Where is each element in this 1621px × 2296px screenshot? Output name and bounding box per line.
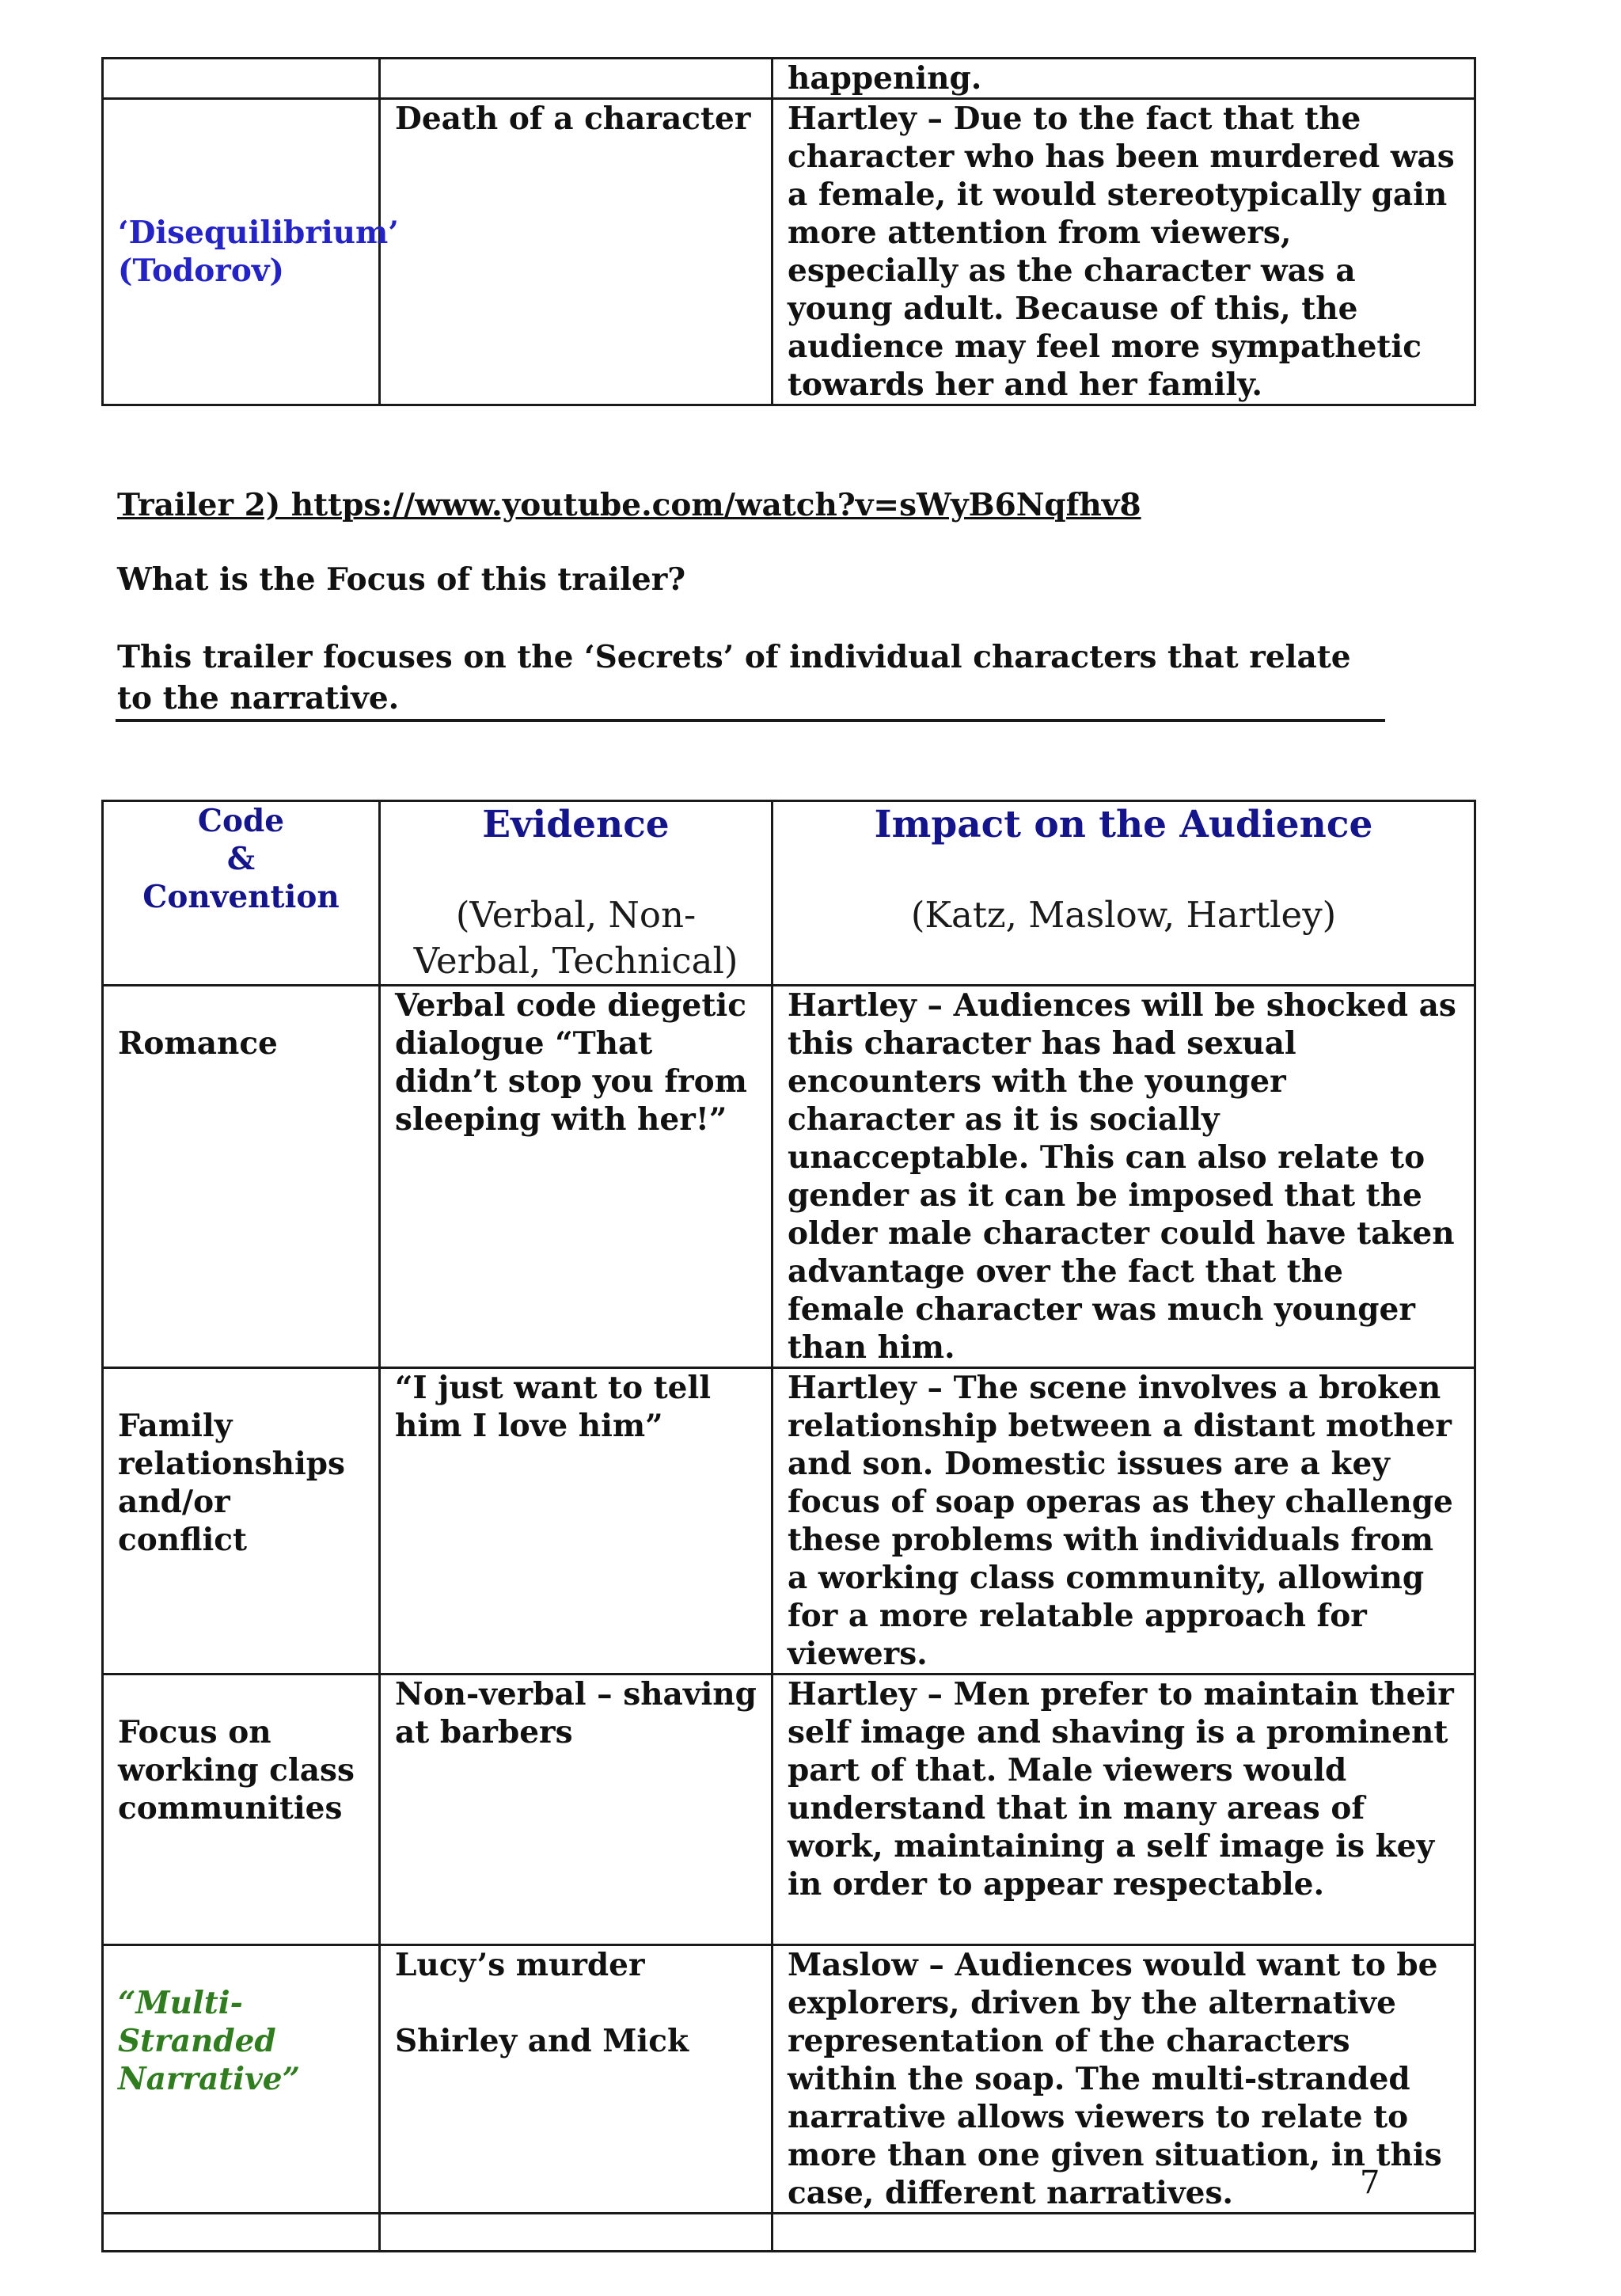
table-row (103, 986, 1475, 1368)
underline-rule (116, 719, 1385, 722)
header-impact (773, 801, 1475, 986)
table-row (103, 59, 1475, 99)
trailer-link-heading[interactable]: Trailer 2) https://www.youtube.com/watch?v=sWyB6Nqfhv8 (117, 487, 1141, 523)
table-header-row (103, 801, 1475, 986)
evidence-cell: Non-verbal – shaving at barbers (380, 1674, 773, 1945)
header-impact-subtitle: (Katz, Maslow, Hartley) (910, 894, 1337, 936)
focus-question: What is the Focus of this trailer? (117, 561, 686, 598)
code-cell (103, 2214, 380, 2252)
evidence-cell (380, 2214, 773, 2252)
table-row (103, 1368, 1475, 1674)
evidence-cell (380, 59, 773, 99)
impact-cell: Hartley – Due to the fact that the character who has been murdered was a female, it would stereotypically gain more attention from viewers, especially as the character was a young adult. Because of this, the audience may feel more sympathetic towards her and her family. (773, 99, 1475, 405)
code-cell: ‘Disequilibrium’ (Todorov) (103, 99, 380, 405)
header-evidence-title: Evidence (482, 803, 670, 846)
table-row (103, 1674, 1475, 1945)
impact-cell: happening. (773, 59, 1475, 99)
analysis-table-2 (101, 800, 1476, 2252)
code-label: “Multi-Stranded Narrative” (118, 1985, 301, 2097)
header-evidence-subtitle: (Verbal, Non-Verbal, Technical) (413, 894, 738, 982)
evidence-cell: Lucy’s murder Shirley and Mick (380, 1945, 773, 2214)
table-row (103, 1945, 1475, 2214)
table-row (103, 99, 1475, 405)
impact-cell: Maslow – Audiences would want to be explorers, driven by the alternative representation of the characters within the soap. The multi-stranded narrative allows viewers to relate to more than one given situation, in this case, different narratives. (773, 1945, 1475, 2214)
code-cell (103, 1368, 380, 1674)
code-cell (103, 1674, 380, 1945)
table-row (103, 2214, 1475, 2252)
evidence-cell: Verbal code diegetic dialogue “That didn’t stop you from sleeping with her!” (380, 986, 773, 1368)
evidence-cell: “I just want to tell him I love him” (380, 1368, 773, 1674)
header-impact-title: Impact on the Audience (874, 803, 1373, 846)
evidence-cell: Death of a character (380, 99, 773, 405)
impact-cell (773, 2214, 1475, 2252)
focus-answer: This trailer focuses on the ‘Secrets’ of individual characters that relate to the narrative. (117, 639, 1351, 717)
code-cell (103, 986, 380, 1368)
impact-cell: Hartley – Audiences will be shocked as this character has had sexual encounters with the younger character as it is socially unacceptable. This can also relate to gender as it can be imposed that the older male character could have taken advantage over the fact that the female character was much younger than him. (773, 986, 1475, 1368)
code-cell (103, 1945, 380, 2214)
page-number: 7 (1360, 2165, 1380, 2201)
impact-cell: Hartley – The scene involves a broken relationship between a distant mother and son. Domestic issues are a key focus of soap operas as they challenge these problems with individuals from a working class community, allowing for a more relatable approach for viewers. (773, 1368, 1475, 1674)
header-evidence (380, 801, 773, 986)
code-label: Focus on working class communities (118, 1714, 355, 1827)
impact-cell: Hartley – Men prefer to maintain their self image and shaving is a prominent part of that. Male viewers would understand that in many areas of work, maintaining a self image is key in order to appear respectable. (773, 1674, 1475, 1945)
code-cell (103, 59, 380, 99)
code-label: Romance (118, 1025, 278, 1062)
analysis-table-1 (101, 57, 1476, 406)
header-code-convention: Code & Convention (103, 801, 380, 986)
code-label: Family relationships and/or conflict (118, 1408, 345, 1558)
